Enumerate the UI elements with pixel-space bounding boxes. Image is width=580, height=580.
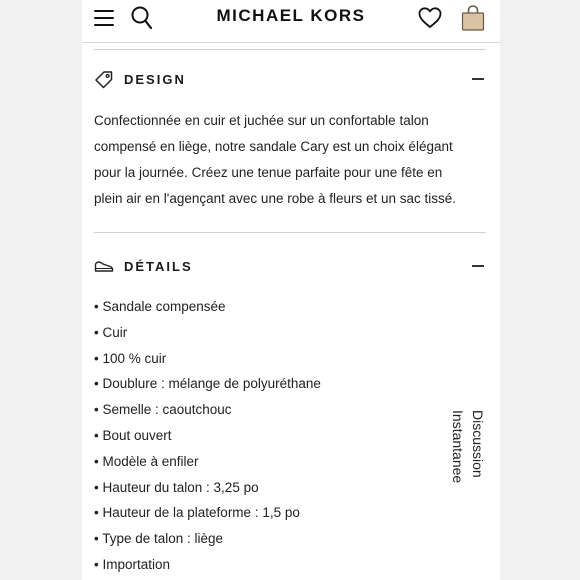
design-line: compensé en liège, notre sandale Cary est un choix élégant <box>94 139 453 154</box>
divider <box>94 232 486 233</box>
design-section-header[interactable] <box>94 70 486 92</box>
list-item: • Type de talon : liège <box>94 531 224 547</box>
list-item: • 100 % cuir <box>94 350 167 366</box>
mobile-screen <box>82 0 500 580</box>
list-item: • Hauteur du talon : 3,25 po <box>94 479 259 495</box>
design-line: pour la journée. Créez une tenue parfaite pour une fête en <box>94 165 443 180</box>
details-list <box>94 294 424 578</box>
top-header <box>82 0 500 43</box>
list-item: • Sandale compensée <box>94 299 226 314</box>
shopping-bag-icon[interactable] <box>460 4 486 32</box>
details-section-header[interactable] <box>94 257 486 279</box>
chat-line-2: Instantanee <box>450 410 466 484</box>
collapse-icon[interactable] <box>472 78 484 80</box>
list-item: • Importation <box>94 556 171 572</box>
shoe-icon <box>94 257 114 277</box>
right-margin <box>500 0 580 580</box>
live-chat-tab[interactable] <box>448 410 494 494</box>
collapse-icon[interactable] <box>472 265 484 267</box>
brand-logo[interactable]: MICHAEL KORS <box>216 6 366 25</box>
heart-icon[interactable] <box>418 6 442 30</box>
details-title: DÉTAILS <box>124 259 193 274</box>
design-title: DESIGN <box>124 72 186 87</box>
list-item: • Modèle à enfiler <box>94 453 199 469</box>
design-description <box>94 108 486 212</box>
list-item: • Bout ouvert <box>94 427 172 443</box>
tag-icon <box>94 70 114 90</box>
chat-tab-label <box>448 410 488 483</box>
design-line: Confectionnée en cuir et juchée sur un confortable talon <box>94 113 429 128</box>
design-line: plein air en l'agençant avec une robe à fleurs et un sac tissé. <box>94 191 457 206</box>
list-item: • Doublure : mélange de polyuréthane <box>94 376 321 392</box>
list-item: • Cuir <box>94 324 128 340</box>
list-item: • Hauteur de la plateforme : 1,5 po <box>94 505 300 521</box>
left-margin <box>0 0 82 580</box>
divider <box>94 49 486 50</box>
chat-line-1: Discussion <box>470 410 486 478</box>
list-item: • Semelle : caoutchouc <box>94 402 232 418</box>
